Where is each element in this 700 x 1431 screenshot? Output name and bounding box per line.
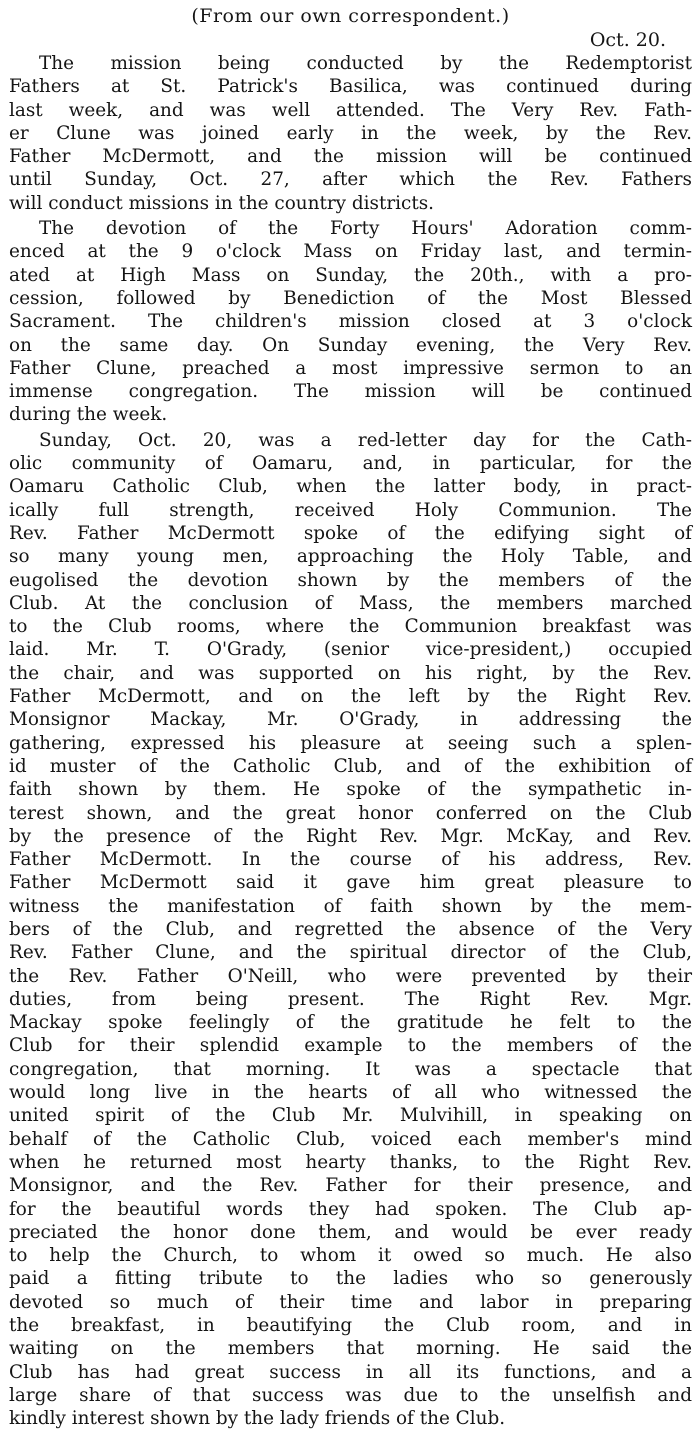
text-line: will conduct missions in the country districts. — [9, 192, 435, 214]
text-line: by the presence of the Right Rev. Mgr. McKay, and Rev. — [9, 825, 692, 847]
text-line: cession, followed by Benediction of the Most Blessed — [9, 287, 692, 309]
article-paragraph — [9, 429, 692, 1431]
text-line: the chair, and was supported on his right, by the Rev. — [9, 662, 692, 684]
text-line: Club. At the conclusion of Mass, the members marched — [9, 592, 692, 614]
text-line: Monsignor, and the Rev. Father for their presence, and — [9, 1175, 692, 1197]
text-line: duties, from being present. The Right Rev. Mgr. — [9, 988, 692, 1010]
text-line: The mission being conducted by the Redemptorist — [39, 53, 692, 74]
article-body — [9, 52, 692, 1431]
text-line: would long live in the hearts of all who witnessed the — [9, 1082, 692, 1104]
text-line: witness the manifestation of faith shown by the mem- — [9, 895, 692, 917]
text-line: Monsignor Mackay, Mr. O'Grady, in addressing the — [9, 709, 692, 731]
text-line: congregation, that morning. It was a spectacle that — [9, 1058, 692, 1080]
dateline: Oct. 20. — [589, 29, 666, 51]
text-line: Sunday, Oct. 20, was a red-letter day for the Cath- — [39, 429, 692, 451]
text-line: Fathers at St. Patrick's Basilica, was continued during — [9, 76, 692, 98]
text-line: kindly interest shown by the lady friends of the Club. — [9, 1408, 506, 1430]
text-line: the breakfast, in beautifying the Club room, and in — [9, 1315, 692, 1337]
text-line: paid a fitting tribute to the ladies who so generously — [9, 1268, 692, 1290]
text-line: Father McDermott. In the course of his address, Rev. — [9, 849, 692, 871]
text-line: Father Clune, preached a most impressive sermon to an — [9, 357, 692, 379]
text-line: Rev. Father McDermott spoke of the edifying sight of — [9, 522, 692, 544]
text-line: Club has had great success in all its functions, and a — [9, 1361, 692, 1383]
text-line: Oamaru Catholic Club, when the latter body, in pract- — [9, 476, 692, 498]
text-line: enced at the 9 o'clock Mass on Friday last, and termin- — [9, 241, 692, 263]
text-line: until Sunday, Oct. 27, after which the Rev. Fathers — [9, 169, 692, 191]
text-line: bers of the Club, and regretted the absence of the Very — [9, 918, 692, 940]
text-line: terest shown, and the great honor conferred on the Club — [9, 802, 692, 824]
text-line: ically full strength, received Holy Communion. The — [9, 499, 692, 521]
text-line: laid. Mr. T. O'Grady, (senior vice-president,) occupied — [9, 639, 692, 661]
text-line: large share of that success was due to the unselfish and — [9, 1384, 692, 1406]
text-line: Rev. Father Clune, and the spiritual director of the Club, — [9, 942, 692, 964]
text-line: eugolised the devotion shown by the members of the — [9, 569, 692, 591]
text-line: last week, and was well attended. The Very Rev. Fath- — [9, 99, 692, 121]
text-line: for the beautiful words they had spoken. The Club ap- — [9, 1198, 692, 1220]
article-paragraph — [9, 217, 692, 427]
text-line: to the Club rooms, where the Communion breakfast was — [9, 616, 692, 638]
text-line: Sacrament. The children's mission closed at 3 o'clock — [9, 311, 692, 333]
text-line: on the same day. On Sunday evening, the Very Rev. — [9, 334, 692, 356]
text-line: Father McDermott, and on the left by the Right Rev. — [9, 686, 692, 708]
text-line: er Clune was joined early in the week, by the Rev. — [9, 122, 692, 144]
text-line: waiting on the members that morning. He said the — [9, 1338, 692, 1360]
article-paragraph — [9, 52, 692, 215]
text-line: during the week. — [9, 404, 168, 426]
text-line: id muster of the Catholic Club, and of the exhibition of — [9, 755, 692, 777]
byline: (From our own correspondent.) — [191, 5, 510, 27]
text-line: devoted so much of their time and labor in preparing — [9, 1291, 692, 1313]
text-line: united spirit of the Club Mr. Mulvihill, in speaking on — [9, 1105, 692, 1127]
text-line: preciated the honor done them, and would be ever ready — [9, 1221, 692, 1243]
text-line: ated at High Mass on Sunday, the 20th., with a pro- — [9, 264, 692, 286]
text-line: Father McDermott said it gave him great pleasure to — [9, 872, 692, 894]
text-line: Mackay spoke feelingly of the gratitude he felt to the — [9, 1012, 692, 1034]
text-line: when he returned most hearty thanks, to the Right Rev. — [9, 1151, 692, 1173]
text-line: immense congregation. The mission will be continued — [9, 381, 692, 403]
text-line: gathering, expressed his pleasure at seeing such a splen- — [9, 732, 692, 754]
text-line: olic community of Oamaru, and, in particular, for the — [9, 453, 692, 475]
text-line: behalf of the Catholic Club, voiced each member's mind — [9, 1128, 692, 1150]
text-line: Club for their splendid example to the members of the — [9, 1035, 692, 1057]
text-line: faith shown by them. He spoke of the sympathetic in- — [9, 779, 692, 801]
text-line: to help the Church, to whom it owed so much. He also — [9, 1245, 692, 1267]
text-line: the Rev. Father O'Neill, who were prevented by their — [9, 965, 692, 987]
text-line: Father McDermott, and the mission will be continued — [9, 146, 692, 168]
text-line: The devotion of the Forty Hours' Adoration comm- — [39, 218, 692, 240]
text-line: so many young men, approaching the Holy Table, and — [9, 546, 692, 568]
